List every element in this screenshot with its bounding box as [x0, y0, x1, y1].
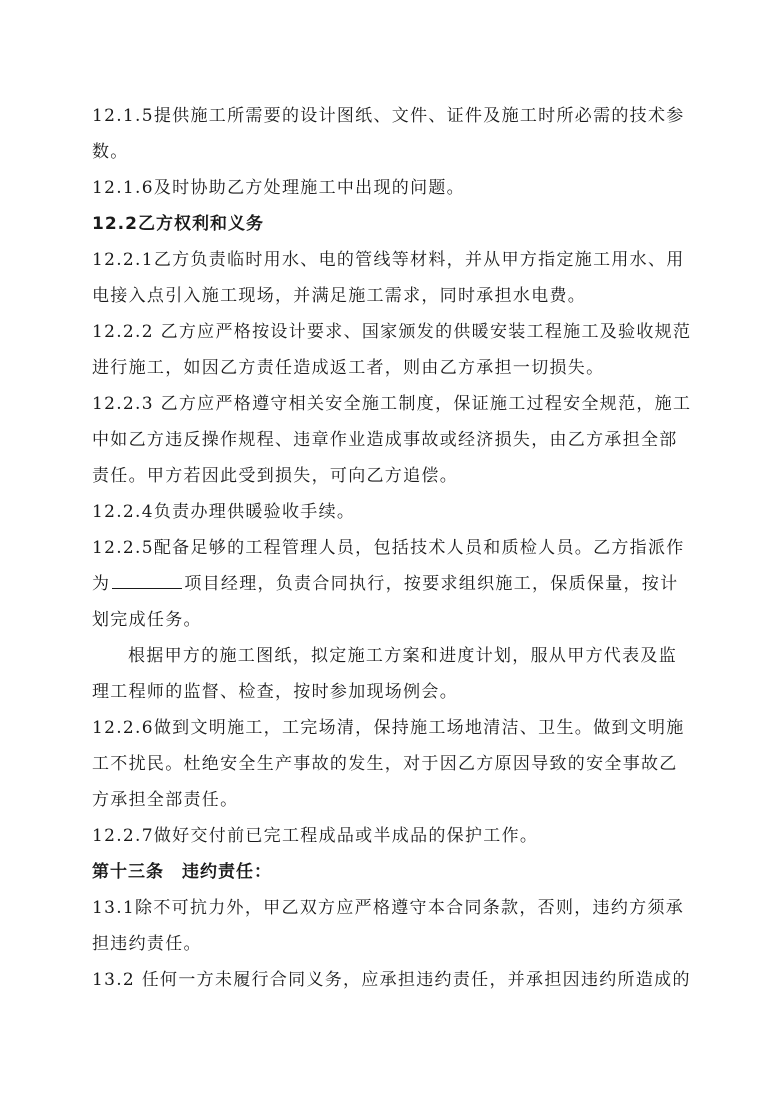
section-heading-12-2: 12.2乙方权利和义务 — [92, 214, 264, 234]
clause-12-2-5-prefix: 为 — [92, 574, 111, 594]
clause-12-1-5-line-1: 12.1.5提供施工所需要的设计图纸、文件、证件及施工时所必需的技术参 — [92, 106, 685, 126]
clause-12-2-4: 12.2.4负责办理供暖验收手续。 — [92, 502, 356, 522]
clause-12-2-3-line-2: 中如乙方违反操作规程、违章作业造成事故或经济损失，由乙方承担全部 — [92, 430, 678, 450]
clause-12-2-3-line-1: 12.2.3 乙方应严格遵守相关安全施工制度，保证施工过程安全规范，施工 — [92, 394, 692, 414]
clause-12-2-6-line-1: 12.2.6做到文明施工，工完场清，保持施工场地清洁、卫生。做到文明施 — [92, 718, 685, 738]
clause-12-2-5-line-3: 划完成任务。 — [92, 610, 202, 630]
clause-12-2-6-line-3: 方承担全部责任。 — [92, 790, 239, 810]
clause-12-2-5-line-2 — [92, 573, 678, 595]
clause-12-1-6: 12.1.6及时协助乙方处理施工中出现的问题。 — [92, 178, 465, 198]
paragraph-construction-plan-line-2: 理工程师的监督、检查，按时参加现场例会。 — [92, 682, 458, 702]
clause-12-2-2-line-1: 12.2.2 乙方应严格按设计要求、国家颁发的供暖安装工程施工及验收规范 — [92, 322, 692, 342]
clause-12-2-5-line-1: 12.2.5配备足够的工程管理人员，包括技术人员和质检人员。乙方指派作 — [92, 538, 685, 558]
clause-13-1-line-2: 担违约责任。 — [92, 934, 202, 954]
paragraph-construction-plan-line-1: 根据甲方的施工图纸，拟定施工方案和进度计划，服从甲方代表及监 — [128, 646, 677, 666]
clause-12-2-1-line-2: 电接入点引入施工现场，并满足施工需求，同时承担水电费。 — [92, 286, 587, 306]
clause-12-1-5-line-2: 数。 — [92, 142, 129, 162]
clause-12-2-2-line-2: 进行施工，如因乙方责任造成返工者，则由乙方承担一切损失。 — [92, 358, 605, 378]
clause-13-2-line-1: 13.2 任何一方未履行合同义务，应承担违约责任，并承担因违约所造成的 — [92, 970, 691, 990]
clause-12-2-6-line-2: 工不扰民。杜绝安全生产事故的发生，对于因乙方原因导致的安全事故乙 — [92, 754, 678, 774]
article-13-heading: 第十三条 违约责任： — [92, 862, 272, 882]
manager-name-blank — [112, 574, 182, 589]
clause-12-2-5-suffix: 项目经理，负责合同执行，按要求组织施工，保质保量，按计 — [184, 574, 679, 594]
clause-13-1-line-1: 13.1除不可抗力外，甲乙双方应严格遵守本合同条款，否则，违约方须承 — [92, 898, 685, 918]
clause-12-2-1-line-1: 12.2.1乙方负责临时用水、电的管线等材料，并从甲方指定施工用水、用 — [92, 250, 685, 270]
clause-12-2-7: 12.2.7做好交付前已完工程成品或半成品的保护工作。 — [92, 826, 539, 846]
clause-12-2-3-line-3: 责任。甲方若因此受到损失，可向乙方追偿。 — [92, 466, 458, 486]
